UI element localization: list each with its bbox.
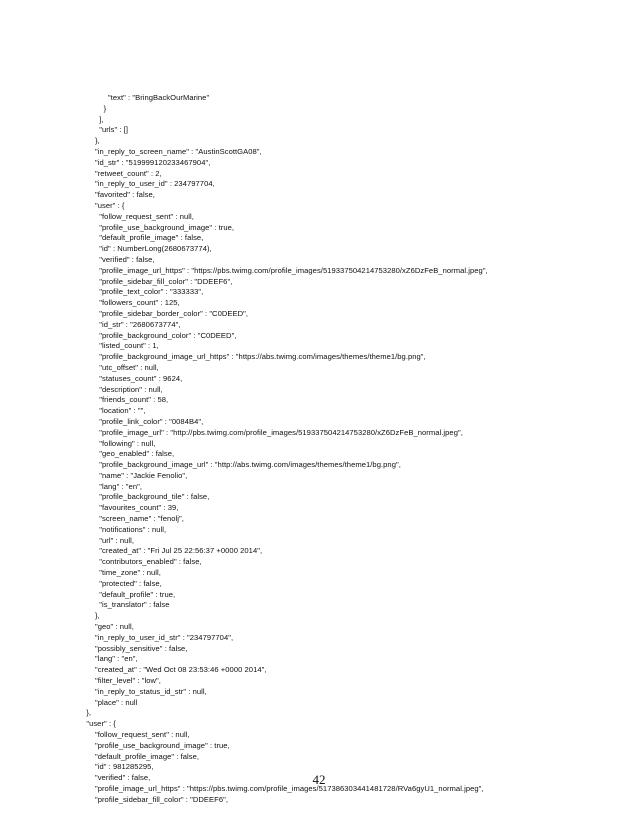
code-line: ],	[82, 114, 104, 124]
code-line: },	[82, 136, 100, 146]
code-line: "default_profile" : true,	[82, 589, 176, 599]
code-line: "geo" : null,	[82, 622, 134, 632]
code-line: "is_translator" : false	[82, 600, 170, 610]
code-line: "profile_sidebar_fill_color" : "DDEEF6",	[82, 794, 229, 804]
code-line: "possibly_sensitive" : false,	[82, 643, 188, 653]
code-line: "created_at" : "Wed Oct 08 23:53:46 +0000 2014",	[82, 665, 267, 675]
code-line: "friends_count" : 58,	[82, 395, 169, 405]
code-line: "user" : {	[82, 719, 116, 729]
code-line: "profile_background_image_url" : "http://abs.twimg.com/images/themes/theme1/bg.png",	[82, 460, 401, 470]
code-line: "description" : null,	[82, 384, 163, 394]
code-line: "profile_link_color" : "0084B4",	[82, 416, 204, 426]
code-line: "favorited" : false,	[82, 190, 155, 200]
code-line: "profile_text_color" : "333333",	[82, 287, 204, 297]
code-line: "contributors_enabled" : false,	[82, 557, 202, 567]
code-line: "name" : "Jackie Fenolio",	[82, 470, 188, 480]
code-line: "in_reply_to_user_id_str" : "234797704",	[82, 632, 234, 642]
code-line: "follow_request_sent" : null,	[82, 730, 190, 740]
code-line: "time_zone" : null,	[82, 568, 161, 578]
code-line: "in_reply_to_screen_name" : "AustinScottGA08",	[82, 146, 262, 156]
code-line: "profile_image_url_https" : "https://pbs.twimg.com/profile_images/519337504214753280/xZ6DzFeB_normal.jpeg",	[82, 265, 488, 275]
code-line: }	[82, 103, 107, 113]
code-line: "text" : "BringBackOurMarine"	[82, 93, 210, 102]
code-line: "user" : {	[82, 200, 125, 210]
code-line: "default_profile_image" : false,	[82, 751, 200, 761]
code-line: "id" : NumberLong(2680673774),	[82, 244, 212, 254]
code-line: "retweet_count" : 2,	[82, 168, 162, 178]
code-line: "created_at" : "Fri Jul 25 22:56:37 +0000 2014",	[82, 546, 263, 556]
code-line: "screen_name" : "fenolj",	[82, 514, 184, 524]
code-line: "follow_request_sent" : null,	[82, 211, 194, 221]
code-line: "geo_enabled" : false,	[82, 449, 175, 459]
json-code-block	[82, 93, 622, 806]
code-line: },	[82, 611, 100, 621]
code-line: "verified" : false,	[82, 254, 155, 264]
code-line: "notifications" : null,	[82, 524, 167, 534]
code-line: "profile_use_background_image" : true,	[82, 222, 235, 232]
code-line: "place" : null	[82, 697, 138, 707]
code-line: "profile_sidebar_border_color" : "C0DEED",	[82, 308, 249, 318]
code-line: "profile_use_background_image" : true,	[82, 740, 230, 750]
code-line: "profile_sidebar_fill_color" : "DDEEF6",	[82, 276, 233, 286]
code-line: },	[82, 708, 92, 718]
code-line: "lang" : "en",	[82, 481, 143, 491]
code-line: "id_str" : "2680673774",	[82, 319, 181, 329]
page-number: 42	[312, 772, 326, 787]
code-line: "id_str" : "519999120233467904",	[82, 157, 211, 167]
code-line: "lang" : "en",	[82, 654, 138, 664]
code-line: "id" : 981285295,	[82, 762, 154, 772]
code-line: "utc_offset" : null,	[82, 362, 159, 372]
code-line: "followers_count" : 125,	[82, 298, 180, 308]
code-line: "default_profile_image" : false,	[82, 233, 204, 243]
code-line: "listed_count" : 1,	[82, 341, 159, 351]
code-line: "in_reply_to_status_id_str" : null,	[82, 686, 207, 696]
code-line: "profile_image_url_https" : "https://pbs.twimg.com/profile_images/517386303441481728/RVa6gyU1_normal.jpeg",	[82, 784, 484, 793]
code-line: "location" : "",	[82, 406, 146, 416]
code-line: "filter_level" : "low",	[82, 676, 161, 686]
code-line: "in_reply_to_user_id" : 234797704,	[82, 179, 215, 189]
code-line: "following" : null,	[82, 438, 156, 448]
code-line: "protected" : false,	[82, 578, 162, 588]
code-line: "urls" : []	[82, 125, 129, 135]
code-line: "favourites_count" : 39,	[82, 503, 179, 513]
code-line: "profile_image_url" : "http://pbs.twimg.com/profile_images/519337504214753280/xZ6DzFeB_normal.jpeg",	[82, 427, 463, 437]
code-line: "profile_background_color" : "C0DEED",	[82, 330, 237, 340]
code-line: "statuses_count" : 9624,	[82, 373, 183, 383]
code-line: "url" : null,	[82, 535, 135, 545]
code-line: "verified" : false,	[82, 773, 151, 783]
code-line: "profile_background_tile" : false,	[82, 492, 210, 502]
code-line: "profile_background_image_url_https" : "https://abs.twimg.com/images/themes/theme1/bg.png",	[82, 352, 426, 362]
